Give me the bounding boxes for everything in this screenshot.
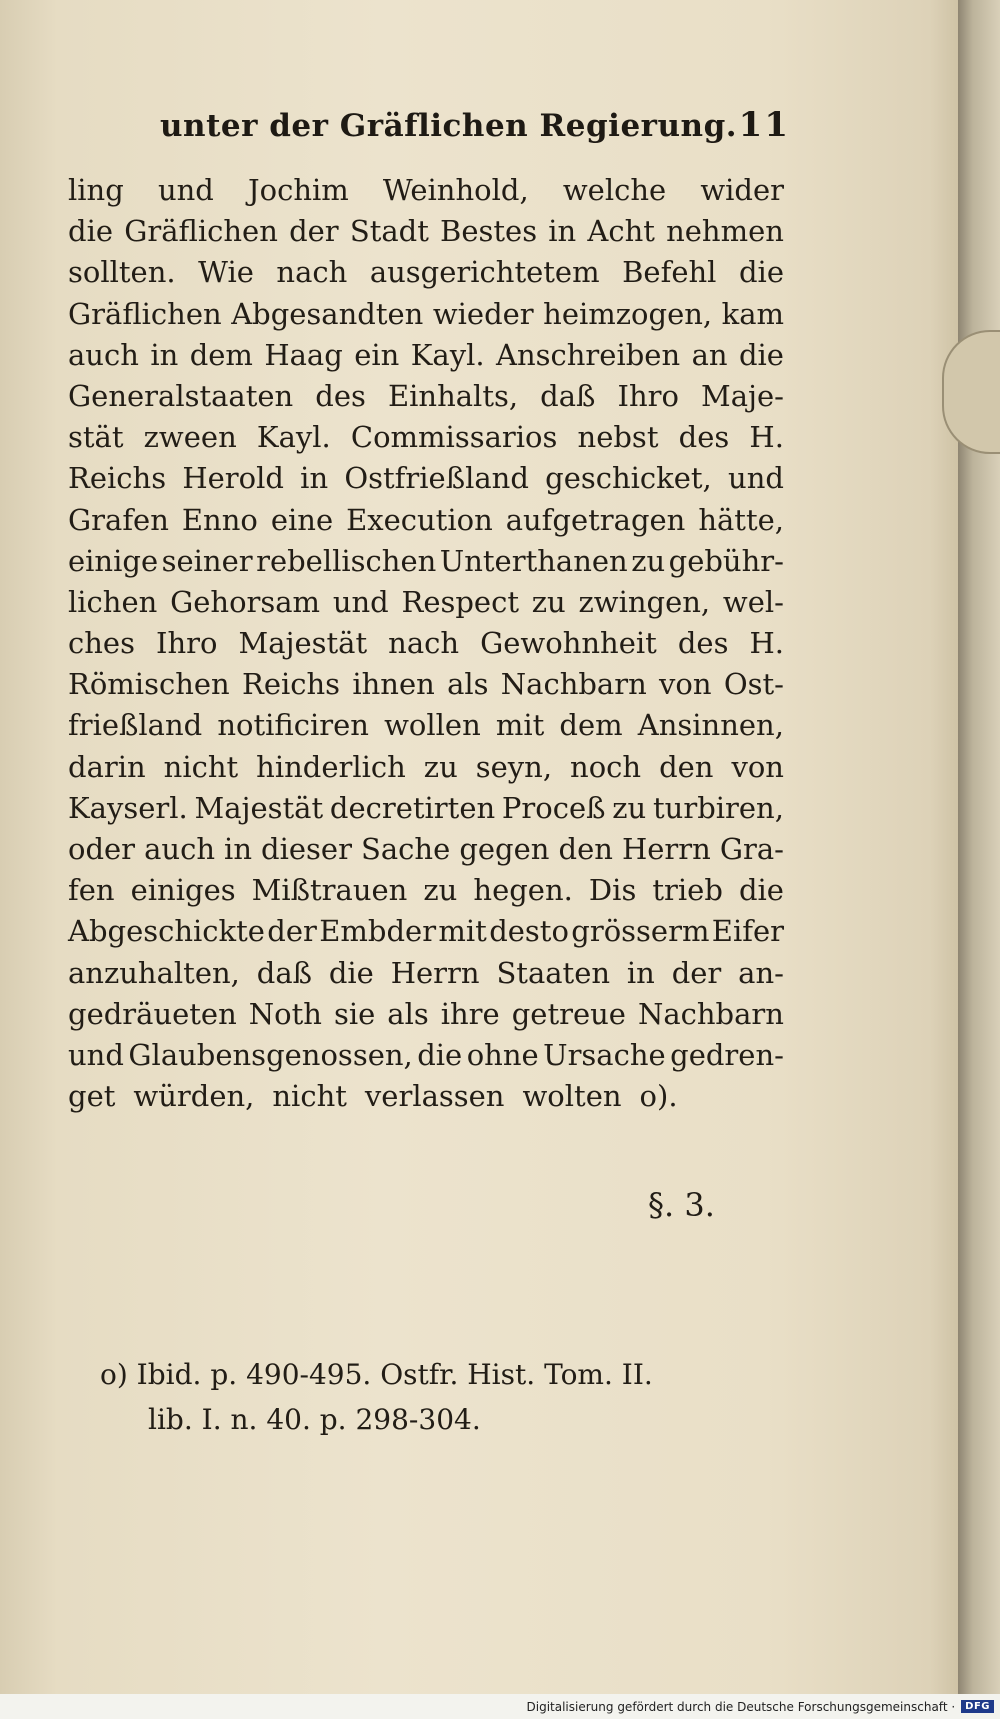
word: verlassen [364,1079,505,1114]
word: welche [562,173,667,207]
word: in [224,832,252,866]
word: Glaubensgenossen, [128,1037,413,1072]
word: von [659,667,712,702]
word: Ostfrießland [344,461,529,496]
word: Bestes [440,214,538,249]
word: ihre [440,996,500,1031]
word: gedren- [670,1037,784,1072]
word: ausgerichtetem [369,255,600,290]
word: dem [189,337,253,372]
word: die [738,337,784,372]
text-line [68,294,784,335]
word: ein [354,337,400,372]
word: Dis [588,873,637,908]
word: Mißtrauen [251,873,408,908]
text-line [68,1076,784,1117]
text-line [68,417,784,458]
word: gedräueten [68,996,237,1031]
word: Gewohnheit [480,626,657,661]
word: Jochim [248,173,349,207]
word: Gräflichen [124,214,278,249]
word: trieb [652,873,723,908]
word: Acht [587,214,655,249]
word: und [728,461,784,496]
word: daß [540,378,596,413]
word: Gehorsam [170,584,321,619]
word: Respect [401,584,519,619]
word: geschicket, [545,461,712,496]
word: in [150,337,179,372]
digitization-credit: Digitalisierung gefördert durch die Deutsche Forschungsgemeinschaft · [526,1699,956,1714]
section-mark: §. 3. [648,1186,715,1224]
word: Abgesandten [231,296,424,331]
word: Herrn [621,832,711,866]
footnote-line: o) Ibid. p. 490-495. Ostfr. Hist. Tom. II. [100,1358,653,1391]
word: zwingen, [578,584,711,619]
text-line [68,829,784,870]
text-line [68,458,784,499]
word: fen [68,873,115,908]
word: und [157,173,214,207]
word: mit [438,914,487,949]
word: der [671,955,722,990]
word: dieser [261,832,352,866]
text-line [68,788,784,829]
word: Maje- [701,378,784,413]
word: getreue [511,996,626,1031]
word: Grafen [68,502,169,537]
word: Unterthanen [439,543,628,578]
word: zu [612,790,647,825]
word: auch [68,337,139,372]
word: Abgeschickte [68,914,265,949]
word: stät [68,420,124,455]
word: get [68,1079,116,1114]
word: Sache [361,832,451,866]
word: ches [68,626,135,661]
word: sollten. [68,255,176,290]
word: lichen [68,584,158,619]
text-line [68,211,784,252]
word: noch [570,749,642,784]
text-line [68,170,784,211]
word: Execution [346,502,493,537]
word: Reichs [241,667,341,702]
word: Anschreiben [496,337,681,372]
word: als [387,996,429,1031]
word: Majestät [238,626,368,661]
word: hegen. [473,873,573,908]
word: dem [559,708,623,743]
word: die [738,255,784,290]
word: Römischen [68,667,230,702]
word: Commissarios [350,420,558,455]
word: zu [531,584,566,619]
word: in [548,214,577,249]
word: wel- [722,584,784,619]
word: an [691,337,728,372]
digitization-credit-bar [0,1694,1000,1719]
page-edge [958,0,1000,1694]
word: Ansinnen, [637,708,784,743]
word: in [626,955,655,990]
word: H. [749,626,784,661]
word: zween [143,420,237,455]
body-text [68,170,784,1117]
word: Nachbarn [500,667,647,702]
word: heimzogen, [543,296,713,331]
word: rebellischen [256,543,437,578]
word: ihnen [352,667,435,702]
word: Kayserl. [68,790,188,825]
word: Einhalts, [387,378,519,413]
word: H. [749,420,784,455]
word: kam [721,296,784,331]
footnote-line: lib. I. n. 40. p. 298-304. [148,1403,481,1436]
word: Gra- [719,832,784,866]
word: nicht [272,1079,347,1114]
word: nicht [163,749,239,784]
word: einiges [130,873,236,908]
word: Kayl. [256,420,331,455]
word: und [68,1037,124,1072]
text-line [68,994,784,1035]
word: anzuhalten, [68,955,240,990]
word: Haag [264,337,343,372]
word: die [68,214,114,249]
word: Noth [248,996,322,1031]
word: wieder [432,296,534,331]
word: Reichs [68,461,167,496]
word: wollen [384,708,481,743]
word: und [332,584,389,619]
word: seyn, [475,749,553,784]
word: von [731,749,784,784]
word: notificiren [217,708,369,743]
word: an- [738,955,784,990]
word: frießland [68,708,203,743]
text-line [68,623,784,664]
word: die [328,955,374,990]
word: daß [256,955,312,990]
word: gegen [459,832,550,866]
text-line [68,911,784,952]
word: Enno [181,502,258,537]
word: ling [68,173,124,207]
text-line [68,541,784,582]
word: Proceß [501,790,606,825]
word: die [738,873,784,908]
word: ohne [466,1037,539,1072]
word: den [558,832,613,866]
word: desto [489,914,569,949]
text-line [68,252,784,293]
word: wider [700,173,784,207]
text-line [68,376,784,417]
word: nach [276,255,348,290]
text-line [68,870,784,911]
word: der [267,914,317,949]
word: gebühr- [668,543,784,578]
page-number: 11 [738,105,790,145]
word: Kayl. [410,337,485,372]
running-header [160,105,790,145]
word: grösserm [571,914,710,949]
text-line [68,664,784,705]
word: eine [270,502,334,537]
text-line [68,747,784,788]
word: des [315,378,366,413]
word: nebst [577,420,659,455]
word: turbiren, [653,790,784,825]
word: Eifer [711,914,784,949]
word: der [289,214,339,249]
word: oder [68,832,136,866]
text-line [68,1035,784,1076]
word: einige [68,543,159,578]
word: zu [423,873,458,908]
text-line [68,953,784,994]
text-line [68,335,784,376]
word: Stadt [349,214,429,249]
word: Nachbarn [637,996,784,1031]
word: würden, [133,1079,255,1114]
word: seiner [161,543,253,578]
word: die [417,1037,463,1072]
word: Majestät [194,790,324,825]
word: aufgetragen [505,502,686,537]
word: Generalstaaten [68,378,294,413]
word: Herrn [390,955,480,990]
word: Staaten [496,955,611,990]
word: Ost- [723,667,784,702]
word: nehmen [666,214,784,249]
word: zu [631,543,666,578]
word: wolten [522,1079,622,1114]
word: mit [495,708,545,743]
text-line [68,705,784,746]
word: als [447,667,489,702]
word: den [659,749,714,784]
running-header-title: unter der Gräflichen Regierung. [160,108,738,144]
word: decretirten [329,790,496,825]
word: auch [144,832,215,866]
word: hätte, [698,502,784,537]
word: darin [68,749,146,784]
word: nach [388,626,460,661]
footnote [100,1352,790,1442]
word: Herold [182,461,284,496]
word: o). [639,1079,678,1114]
word: sie [333,996,376,1031]
word: zu [423,749,458,784]
word: des [677,626,729,661]
word: Gräflichen [68,296,222,331]
word: Ihro [617,378,679,413]
word: des [678,420,730,455]
text-line [68,582,784,623]
word: Wie [198,255,254,290]
word: Weinhold, [382,173,529,207]
word: Embder [319,914,437,949]
word: Ihro [156,626,218,661]
word: hinderlich [256,749,406,784]
word: Befehl [622,255,717,290]
word: in [300,461,329,496]
word: Ursache [543,1037,666,1072]
text-line [68,500,784,541]
dfg-logo: DFG [961,1700,994,1713]
